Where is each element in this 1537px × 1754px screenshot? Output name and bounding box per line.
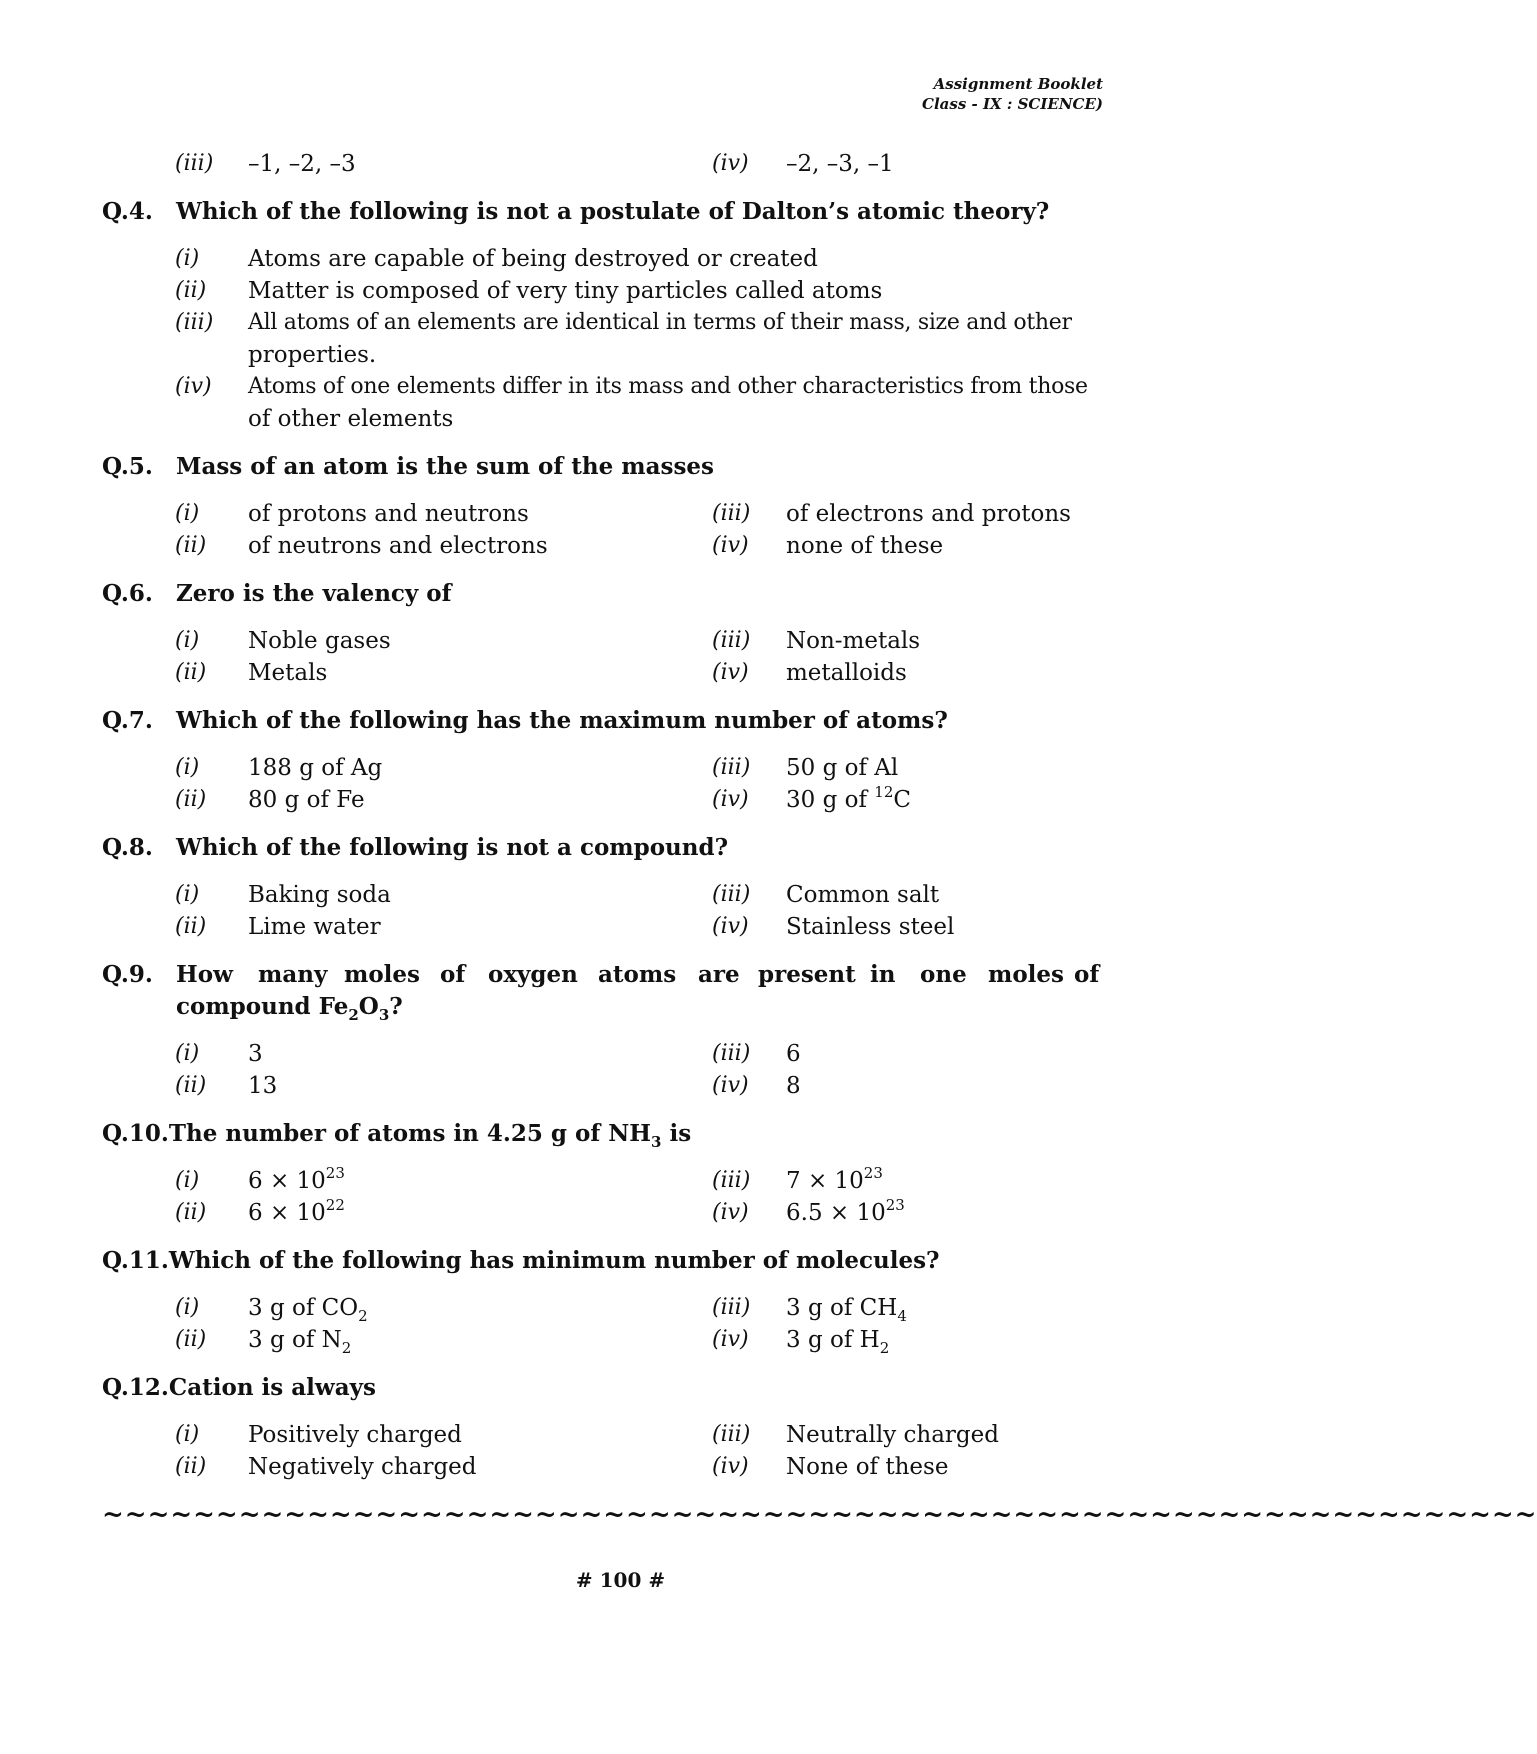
option-number: (i) xyxy=(175,755,200,780)
option-number: (iv) xyxy=(712,151,749,176)
question-text: Mass of an atom is the sum of the masses xyxy=(176,453,714,480)
superscript: 12 xyxy=(874,783,894,801)
option-text: of protons and neutrons xyxy=(248,501,529,527)
option-text: Neutrally charged xyxy=(786,1422,999,1448)
option-text: Positively charged xyxy=(248,1422,462,1448)
question-word: How xyxy=(176,961,233,988)
option-number: (iv) xyxy=(712,533,749,558)
option-number: (i) xyxy=(175,1295,200,1320)
question-word: of xyxy=(440,961,466,988)
question-text-part: is xyxy=(661,1120,692,1147)
option-text xyxy=(786,784,911,818)
question-line-2 xyxy=(176,991,403,1023)
booklet-header xyxy=(922,74,1103,114)
question-8 xyxy=(102,832,728,864)
option-number: (iv) xyxy=(712,1327,749,1352)
option-text xyxy=(248,1292,368,1326)
question-text: Which of the following is not a compound? xyxy=(176,834,729,861)
subscript: 4 xyxy=(897,1307,907,1325)
option-text: 8 xyxy=(786,1073,801,1099)
option-number: (iv) xyxy=(712,914,749,939)
option-number: (iii) xyxy=(712,1422,751,1447)
option-number: (ii) xyxy=(175,1454,207,1479)
option-text-part: 3 g of CH xyxy=(786,1295,898,1321)
option-text: Lime water xyxy=(248,914,381,940)
question-text: Cation is always xyxy=(168,1374,376,1401)
question-text: Which of the following is not a postulate of Dalton’s atomic theory? xyxy=(176,198,1050,225)
option-number: (iii) xyxy=(712,1041,751,1066)
option-number: (iii) xyxy=(712,501,751,526)
subscript: 2 xyxy=(879,1339,890,1357)
option-number: (ii) xyxy=(175,787,207,812)
option-text: 50 g of Al xyxy=(786,755,899,781)
option-text: 13 xyxy=(248,1073,278,1099)
option-text-part: 6 × 10 xyxy=(248,1200,326,1226)
question-5 xyxy=(102,451,714,483)
question-number: Q.5. xyxy=(102,453,153,480)
option-number: (iii) xyxy=(175,151,214,176)
option-text: Atoms are capable of being destroyed or created xyxy=(248,246,818,272)
option-number: (iii) xyxy=(175,310,214,335)
option-text: of other elements xyxy=(248,406,454,432)
question-number: Q.9. xyxy=(102,961,153,988)
question-number: Q.10. xyxy=(102,1120,169,1147)
option-text: Negatively charged xyxy=(248,1454,477,1480)
option-text-part: 3 g of H xyxy=(786,1327,880,1353)
option-number: (iv) xyxy=(712,1200,749,1225)
question-number: Q.8. xyxy=(102,834,153,861)
option-text xyxy=(248,1197,345,1231)
option-text: 6 xyxy=(786,1041,801,1067)
option-text: Stainless steel xyxy=(786,914,955,940)
question-word: atoms xyxy=(598,961,677,988)
option-text: Baking soda xyxy=(248,882,391,908)
header-title: Assignment Booklet xyxy=(933,75,1103,93)
tilde-divider: ~~~~~~~~~~~~~~~~~~~~~~~~~~~~~~~~~~~~~~~~~~~~~~~~~~~~~~~~~~~~~~~ xyxy=(102,1500,1537,1530)
option-text: of neutrons and electrons xyxy=(248,533,548,559)
question-word: are xyxy=(698,961,740,988)
option-text: Common salt xyxy=(786,882,940,908)
option-text: properties. xyxy=(248,342,377,368)
question-line-1 xyxy=(102,959,1102,991)
option-number: (iii) xyxy=(712,628,751,653)
superscript: 23 xyxy=(325,1164,345,1182)
option-number: (iv) xyxy=(175,374,212,399)
option-number: (iv) xyxy=(712,660,749,685)
option-text-part: 30 g of xyxy=(786,787,875,813)
option-number: (iii) xyxy=(712,755,751,780)
option-number: (ii) xyxy=(175,1200,207,1225)
option-text xyxy=(248,1324,351,1358)
question-text: Which of the following has the maximum number of atoms? xyxy=(176,707,948,734)
question-number: Q.7. xyxy=(102,707,153,734)
option-number: (ii) xyxy=(175,914,207,939)
question-word: oxygen xyxy=(488,961,578,988)
question-word: of xyxy=(1074,961,1100,988)
option-number: (i) xyxy=(175,246,200,271)
option-number: (i) xyxy=(175,628,200,653)
superscript: 23 xyxy=(885,1196,905,1214)
option-number: (ii) xyxy=(175,533,207,558)
option-text-part: C xyxy=(893,787,911,813)
subscript: 2 xyxy=(348,1006,359,1024)
question-number: Q.12. xyxy=(102,1374,169,1401)
option-number: (iii) xyxy=(712,882,751,907)
option-number: (i) xyxy=(175,1422,200,1447)
option-text-part: 7 × 10 xyxy=(786,1168,864,1194)
question-6 xyxy=(102,578,452,610)
option-number: (i) xyxy=(175,882,200,907)
question-word: moles xyxy=(988,961,1064,988)
question-word: present xyxy=(758,961,856,988)
option-text: –1, –2, –3 xyxy=(248,151,356,177)
option-text xyxy=(786,1324,889,1358)
superscript: 22 xyxy=(325,1196,345,1214)
question-10 xyxy=(102,1118,691,1150)
option-number: (ii) xyxy=(175,660,207,685)
question-word: in xyxy=(870,961,896,988)
question-text-part: ? xyxy=(389,993,403,1020)
question-4 xyxy=(102,196,1049,228)
subscript: 3 xyxy=(378,1006,390,1024)
option-number: (iv) xyxy=(712,787,749,812)
question-7 xyxy=(102,705,948,737)
option-number: (i) xyxy=(175,501,200,526)
option-text xyxy=(786,1165,883,1199)
superscript: 23 xyxy=(863,1164,883,1182)
question-word: moles xyxy=(344,961,420,988)
page-number: # 100 # xyxy=(575,1568,666,1592)
subscript: 2 xyxy=(358,1307,368,1325)
subscript: 2 xyxy=(341,1339,352,1357)
option-text: metalloids xyxy=(786,660,907,686)
question-text: Which of the following has minimum number of molecules? xyxy=(168,1247,940,1274)
question-text-part: compound Fe xyxy=(176,993,349,1020)
option-number: (iii) xyxy=(712,1168,751,1193)
option-text: 80 g of Fe xyxy=(248,787,365,813)
header-class: Class - IX : SCIENCE) xyxy=(922,95,1103,113)
question-text-part: O xyxy=(358,993,379,1020)
question-text: Zero is the valency of xyxy=(176,580,452,607)
option-text: –2, –3, –1 xyxy=(786,151,894,177)
option-text-part: 3 g of CO xyxy=(248,1295,359,1321)
option-text xyxy=(248,1165,345,1199)
option-number: (iv) xyxy=(712,1073,749,1098)
option-number: (iii) xyxy=(712,1295,751,1320)
question-9 xyxy=(102,959,1102,1023)
option-text xyxy=(786,1197,905,1231)
option-text: Metals xyxy=(248,660,328,686)
option-text: 3 xyxy=(248,1041,263,1067)
subscript: 3 xyxy=(651,1133,662,1151)
option-text: None of these xyxy=(786,1454,949,1480)
option-text-part: 6 × 10 xyxy=(248,1168,326,1194)
question-word: one xyxy=(920,961,967,988)
option-text: Atoms of one elements differ in its mass and other characteristics from those xyxy=(248,374,1088,399)
option-text: 188 g of Ag xyxy=(248,755,383,781)
option-text: All atoms of an elements are identical in terms of their mass, size and other xyxy=(248,310,1072,335)
option-text: none of these xyxy=(786,533,944,559)
option-number: (i) xyxy=(175,1168,200,1193)
question-number: Q.6. xyxy=(102,580,153,607)
option-text: Noble gases xyxy=(248,628,391,654)
question-number: Q.4. xyxy=(102,198,153,225)
question-11 xyxy=(102,1245,940,1277)
question-text-part: The number of atoms in 4.25 g of NH xyxy=(168,1120,652,1147)
option-text xyxy=(786,1292,907,1326)
option-number: (iv) xyxy=(712,1454,749,1479)
option-text-part: 6.5 × 10 xyxy=(786,1200,886,1226)
question-word: many xyxy=(258,961,328,988)
option-text-part: 3 g of N xyxy=(248,1327,342,1353)
option-number: (ii) xyxy=(175,278,207,303)
option-text: Non-metals xyxy=(786,628,921,654)
option-number: (ii) xyxy=(175,1327,207,1352)
question-number: Q.11. xyxy=(102,1247,169,1274)
option-number: (ii) xyxy=(175,1073,207,1098)
option-text: Matter is composed of very tiny particles called atoms xyxy=(248,278,883,304)
option-number: (i) xyxy=(175,1041,200,1066)
option-text: of electrons and protons xyxy=(786,501,1071,527)
question-12 xyxy=(102,1372,376,1404)
